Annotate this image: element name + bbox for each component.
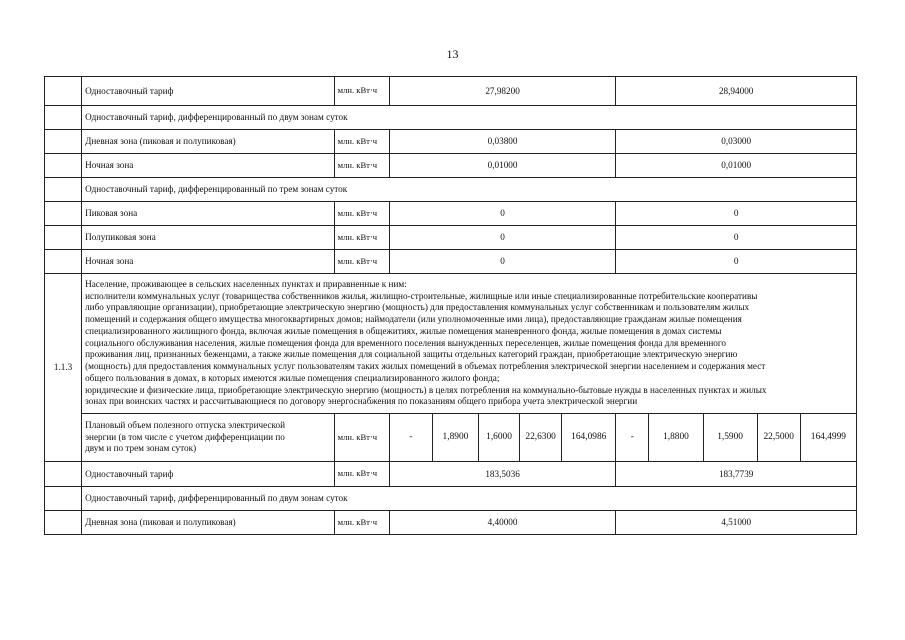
code-cell [45, 462, 82, 487]
value-period-1: 27,98200 [389, 77, 616, 106]
planned-value: - [389, 414, 432, 462]
value-period-1: 0,03800 [389, 130, 616, 154]
planned-label-line: энергии (в том числе с учетом дифференциации по [85, 431, 285, 442]
row-label: Ночная зона [82, 250, 335, 274]
unit-cell: млн. кВт·ч [334, 154, 389, 178]
subheader: Одноставочный тариф, дифференцированный по двум зонам суток [82, 106, 857, 130]
section-row [45, 274, 857, 414]
description-line: исполнители коммунальных услуг (товарищества собственников жилья, жилищно-строительные, жилищные или иные специализированные потребительские кооперативы [85, 290, 758, 301]
table-row [45, 154, 857, 178]
row-label: Полупиковая зона [82, 226, 335, 250]
table-row [45, 106, 857, 130]
row-label: Дневная зона (пиковая и полупиковая) [82, 130, 335, 154]
row-label: Ночная зона [82, 154, 335, 178]
table-row [45, 462, 857, 487]
description-line: помещений и содержания общего имущества многоквартирных домов; наймодатели (или уполномоченные ими лица), предоставляющие гражданам жилые помещения [85, 314, 742, 325]
table-row [45, 202, 857, 226]
code-cell [45, 106, 82, 130]
unit-cell: млн. кВт·ч [334, 130, 389, 154]
description-line: специализированного жилищного фонда, включая жилые помещения в общежитиях, жилые помещения маневренного фонда, жилые помещения в домах системы [85, 325, 722, 336]
value-period-2: 0 [616, 250, 857, 274]
description-line: Население, проживающее в сельских населенных пунктах и приравненные к ним: [85, 278, 407, 289]
code-cell [45, 511, 82, 535]
table-row [45, 178, 857, 202]
code-cell [45, 250, 82, 274]
table-row [45, 487, 857, 511]
value-period-1: 0 [389, 226, 616, 250]
planned-value: 1,8900 [432, 414, 478, 462]
row-label: Одноставочный тариф [82, 462, 335, 487]
table-row [45, 77, 857, 106]
unit-cell: млн. кВт·ч [334, 511, 389, 535]
planned-value: 164,0986 [562, 414, 616, 462]
table-row [45, 130, 857, 154]
planned-value: 1,5900 [703, 414, 757, 462]
subheader: Одноставочный тариф, дифференцированный по двум зонам суток [82, 487, 857, 511]
description-line: общего пользования в домах, в которых имеются жилые помещения специализированного жилого фонда; [85, 372, 500, 383]
table-row [45, 250, 857, 274]
description-line: зонах при воинских частях и рассчитывающиеся по договору энергоснабжения по показаниям общего прибора учета электрической энергии [85, 396, 638, 407]
value-period-2: 0 [616, 226, 857, 250]
unit-cell: млн. кВт·ч [334, 462, 389, 487]
value-period-2: 183,7739 [616, 462, 857, 487]
planned-value: - [616, 414, 649, 462]
value-period-1: 0,01000 [389, 154, 616, 178]
code-cell [45, 178, 82, 202]
code-cell [45, 202, 82, 226]
value-period-2: 0,01000 [616, 154, 857, 178]
unit-cell: млн. кВт·ч [334, 226, 389, 250]
table-row [45, 511, 857, 535]
value-period-2: 0,03000 [616, 130, 857, 154]
code-cell [45, 130, 82, 154]
planned-value: 1,8800 [649, 414, 703, 462]
tariff-table [44, 76, 857, 535]
description-line: проживания лиц, признанных беженцами, а также жилые помещения для социальной защиты отдельных категорий граждан, приобретающие электрическую энергию [85, 349, 738, 360]
description-line: (мощность) для предоставления коммунальных услуг пользователям таких жилых помещений в объемах потребления электрической энергии населением и содержания мест [85, 361, 766, 372]
planned-volume-row [45, 414, 857, 462]
section-description [82, 274, 857, 414]
value-period-1: 0 [389, 202, 616, 226]
description-line: социального обслуживания населения, жилые помещения фонда для временного поселения вынужденных переселенцев, жилые помещения фонда для временного [85, 337, 727, 348]
description-line: юридические и физические лица, приобретающие электрическую энергию (мощность) в целях потребления на коммунально-бытовые нужды в населенных пунктах и жилых [85, 384, 767, 395]
subheader: Одноставочный тариф, дифференцированный по трем зонам суток [82, 178, 857, 202]
planned-value: 22,6300 [520, 414, 562, 462]
planned-value: 22,5000 [757, 414, 800, 462]
unit-cell: млн. кВт·ч [334, 202, 389, 226]
unit-cell: млн. кВт·ч [334, 414, 389, 462]
planned-value: 1,6000 [478, 414, 519, 462]
value-period-1: 4,40000 [389, 511, 616, 535]
unit-cell: млн. кВт·ч [334, 250, 389, 274]
table-row [45, 226, 857, 250]
unit-cell: млн. кВт·ч [334, 77, 389, 106]
section-code: 1.1.3 [45, 274, 82, 462]
planned-value: 164,4999 [800, 414, 856, 462]
row-label: Дневная зона (пиковая и полупиковая) [82, 511, 335, 535]
code-cell [45, 77, 82, 106]
row-label: Одноставочный тариф [82, 77, 335, 106]
value-period-1: 0 [389, 250, 616, 274]
code-cell [45, 226, 82, 250]
planned-label-line: двум и по трем зонам суток) [85, 443, 197, 454]
planned-label [82, 414, 335, 462]
value-period-2: 0 [616, 202, 857, 226]
description-line: либо управляющие организации), приобретающие электрическую энергию (мощность) для предоставления коммунальных услуг собственникам и пользователям жилых [85, 302, 750, 313]
code-cell [45, 154, 82, 178]
value-period-2: 4,51000 [616, 511, 857, 535]
value-period-2: 28,94000 [616, 77, 857, 106]
value-period-1: 183,5036 [389, 462, 616, 487]
code-cell [45, 487, 82, 511]
page-number: 13 [446, 47, 459, 61]
row-label: Пиковая зона [82, 202, 335, 226]
planned-label-line: Плановый объем полезного отпуска электрической [85, 419, 286, 430]
